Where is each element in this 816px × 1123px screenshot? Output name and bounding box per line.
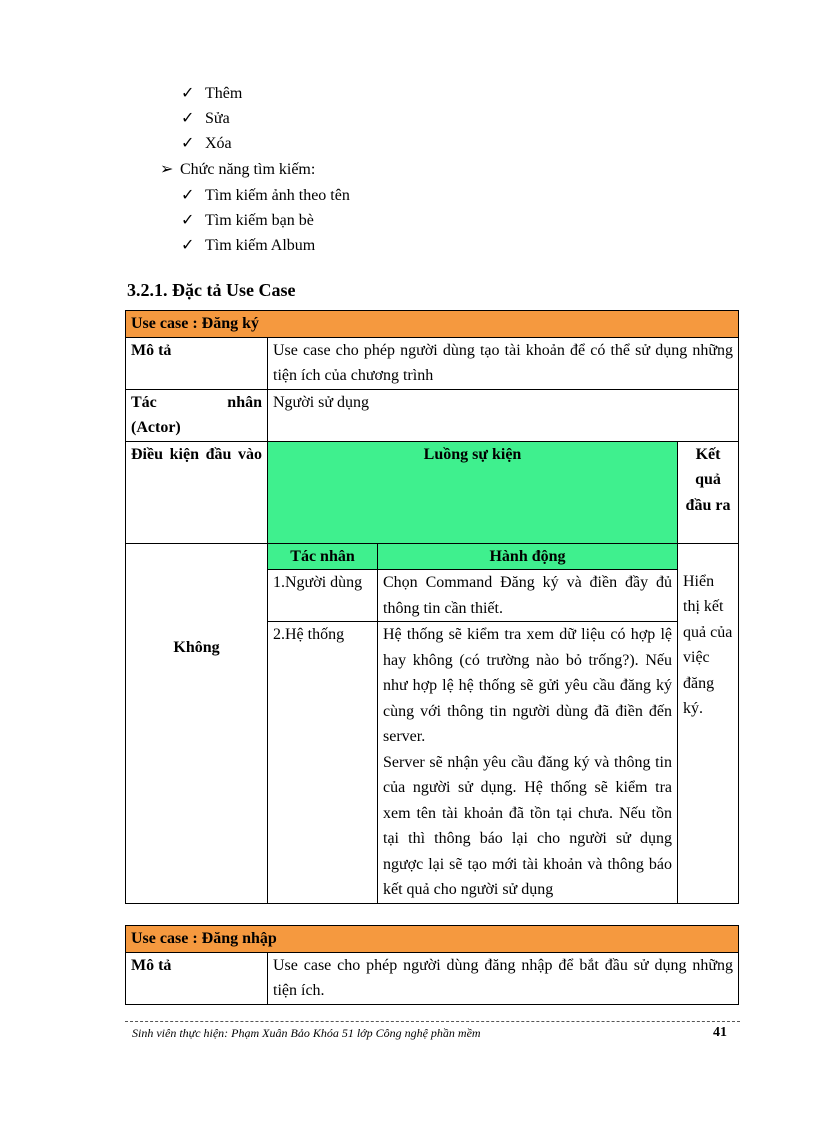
result-label: Kết quả đầu ra [678,441,739,543]
page-number: 41 [713,1025,727,1040]
description-label: Mô tả [126,337,268,389]
description-label: Mô tả [126,952,268,1004]
flow-actor: 1.Người dùng [268,570,378,622]
list-item [181,131,232,157]
list-item [160,157,315,183]
list-item [181,208,314,234]
actor-label-part: nhân [227,393,262,411]
list-item-text: Sửa [205,110,230,127]
list-item [181,81,242,107]
checkmark-icon: ✓ [181,212,195,229]
use-case-register-table [125,310,739,904]
result-value: Hiển thị kết quả của việc đăng ký. [678,543,739,903]
flow-actor: 2.Hệ thống [268,622,378,904]
table-title: Use case : Đăng ký [126,311,739,338]
actor-label [126,389,268,441]
checkmark-icon: ✓ [181,187,195,204]
actor-label-part: Tác [131,393,157,411]
description-text: Use case cho phép người dùng tạo tài khoản để có thể sử dụng những tiện ích của chương trình [268,337,739,389]
section-heading: 3.2.1. Đặc tả Use Case [127,280,296,300]
use-case-login-table [125,925,739,1005]
flow-action-paragraph: Hệ thống sẽ kiểm tra xem dữ liệu có hợp lệ hay không (có trường nào bỏ trống?). Nếu như hợp lệ hệ thống sẽ gửi yêu cầu đăng ký cùng với thông tin người dùng đã điền đến server. [383,626,672,745]
list-item-text: Tìm kiếm bạn bè [205,212,314,229]
list-item-text: Tìm kiếm Album [205,237,316,254]
flow-action [378,622,678,904]
actor-value: Người sử dụng [268,389,739,441]
checkmark-icon: ✓ [181,237,195,254]
list-item [181,183,350,209]
flow-action: Chọn Command Đăng ký và điền đầy đủ thông tin cần thiết. [378,570,678,622]
checkmark-icon: ✓ [181,135,195,152]
column-action: Hành động [378,543,678,570]
column-actor: Tác nhân [268,543,378,570]
flow-action-paragraph: Server sẽ nhận yêu cầu đăng ký và thông tin của người sử dụng. Hệ thống sẽ kiểm tra xem tên tài khoản đã tồn tại chưa. Nếu tồn tại thì thông báo lại cho người sử dụng ngược lại sẽ tạo mới tài khoản và thông báo kết quả cho người sử dụng [383,753,672,898]
precondition-label: Điều kiện đầu vào [126,441,268,543]
arrow-bullet-icon: ➢ [160,161,174,178]
footer-text: Sinh viên thực hiện: Phạm Xuân Bảo Khóa 51 lớp Công nghệ phần mềm [132,1026,481,1040]
list-item-text: Tìm kiếm ảnh theo tên [205,187,350,204]
footer-divider [125,1021,740,1022]
actor-label-part: (Actor) [131,419,181,436]
checkmark-icon: ✓ [181,85,195,102]
list-item [181,106,230,132]
flow-header: Luồng sự kiện [268,441,678,543]
list-item-text: Thêm [205,85,243,102]
description-text: Use case cho phép người dùng đăng nhập để bắt đầu sử dụng những tiện ích. [268,952,739,1004]
list-item-text: Chức năng tìm kiếm: [180,161,316,178]
checkmark-icon: ✓ [181,110,195,127]
list-item [181,233,315,259]
precondition-value: Không [126,543,268,903]
list-item-text: Xóa [205,135,232,152]
table-title: Use case : Đăng nhập [126,926,739,953]
